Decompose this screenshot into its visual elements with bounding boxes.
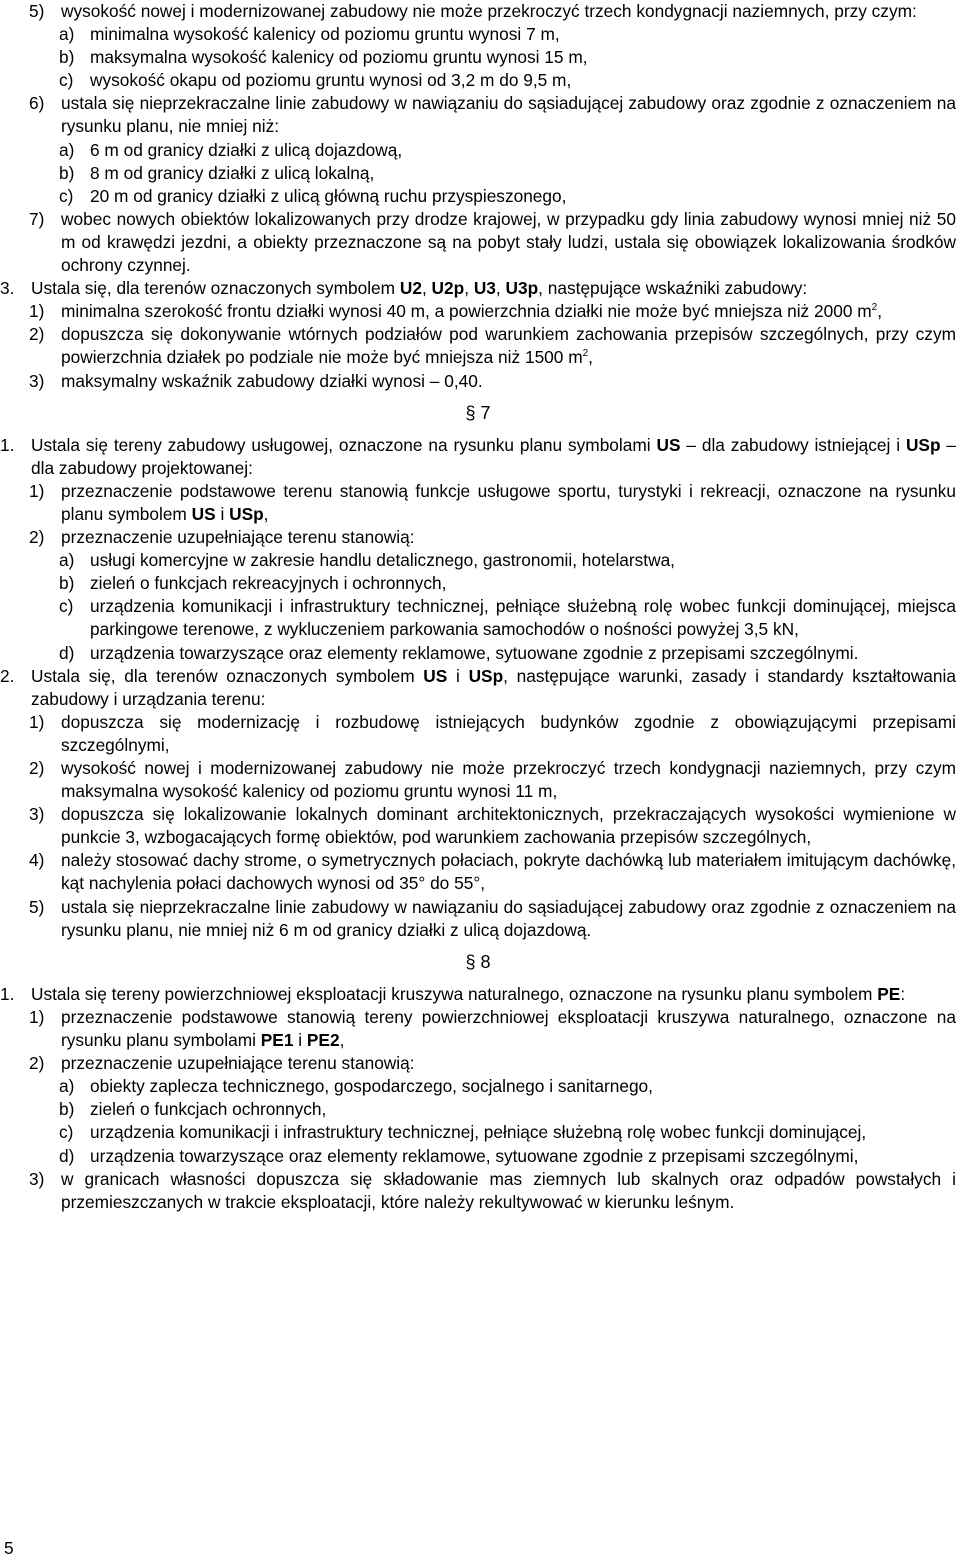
item-number: a)	[59, 550, 75, 571]
item-number: c)	[59, 596, 74, 617]
list-item	[29, 1006, 956, 1052]
item-text: dopuszcza się lokalizowanie lokalnych dominant architektonicznych, przekraczających wysokości wymienione w punkcie 3, wzbogacających formę obiektów, pod warunkiem zachowania przepisów szczególnych,	[61, 804, 956, 848]
sub-list-item	[59, 595, 956, 641]
item-text: dopuszcza się dokonywanie wtórnych podziałów pod warunkiem zachowania przepisów szczególnych, przy czym powierzchnia działek po podziale nie może być mniejsza niż 1500 $m^2$,	[61, 324, 956, 368]
item-number: 4)	[29, 850, 45, 871]
item-text: dopuszcza się modernizację i rozbudowę istniejących budynków zgodnie z obowiązującymi przepisami szczególnymi,	[61, 711, 956, 755]
list-item	[29, 92, 956, 138]
item-text: przeznaczenie podstawowe stanowią tereny powierzchniowej eksploatacji kruszywa naturalnego, oznaczone na rysunku planu symbolami PE1 i PE2,	[61, 1006, 956, 1051]
item-text: przeznaczenie uzupełniające terenu stanowią:	[61, 1053, 415, 1074]
item-text: urządzenia towarzyszące oraz elementy reklamowe, sytuowane zgodnie z przepisami szczególnymi.	[90, 642, 859, 663]
item-number: 1)	[29, 711, 45, 732]
sub-list-item	[59, 69, 956, 92]
item-number: c)	[59, 70, 74, 91]
list-item	[29, 1168, 956, 1214]
item-text: maksymalny wskaźnik zabudowy działki wynosi – 0,40.	[61, 370, 483, 391]
sub-list-item	[59, 185, 956, 208]
item-text: Ustala się tereny powierzchniowej eksploatacji kruszywa naturalnego, oznaczone na rysunku planu symbolem PE:	[31, 983, 906, 1004]
item-text: Ustala się tereny zabudowy usługowej, oznaczone na rysunku planu symbolami US – dla zabudowy istniejącej i USp – dla zabudowy projektowanej:	[31, 434, 956, 478]
item-text: 6 m od granicy działki z ulicą dojazdową,	[90, 139, 403, 160]
item-number: b)	[59, 162, 75, 183]
section-heading: § 8	[465, 951, 491, 972]
item-number: 3)	[29, 370, 45, 391]
list-item	[29, 896, 956, 942]
page-number: 5	[4, 1538, 14, 1558]
item-number: 3)	[29, 804, 45, 825]
sub-list-item	[59, 642, 956, 665]
item-text: usługi komercyjne w zakresie handlu detalicznego, gastronomii, hotelarstwa,	[90, 550, 675, 571]
item-text: obiekty zaplecza technicznego, gospodarczego, socjalnego i sanitarnego,	[90, 1076, 653, 1097]
item-text: wysokość nowej i modernizowanej zabudowy nie może przekroczyć trzech kondygnacji naziemnych, przy czym maksymalna wysokość kalenicy od poziomu gruntu wynosi 11 m,	[61, 758, 956, 802]
sub-list-item	[59, 1075, 956, 1098]
paragraph	[0, 665, 956, 711]
item-number: b)	[59, 1099, 75, 1120]
item-number: 1)	[29, 480, 45, 501]
item-text: wysokość nowej i modernizowanej zabudowy nie może przekroczyć trzech kondygnacji naziemnych, przy czym:	[61, 1, 917, 21]
item-number: 1)	[29, 301, 45, 322]
item-text: minimalna szerokość frontu działki wynosi 40 m, a powierzchnia działki nie może być mniejsza niż 2000 $m^2$,	[61, 301, 883, 322]
list-item	[29, 1052, 956, 1075]
item-number: 3.	[0, 278, 15, 299]
item-text: Ustala się, dla terenów oznaczonych symbolem U2, U2p, U3, U3p, następujące wskaźniki zabudowy:	[31, 278, 808, 299]
sub-list-item	[59, 139, 956, 162]
item-number: b)	[59, 573, 75, 594]
item-number: 1.	[0, 983, 15, 1004]
item-number: 5)	[29, 896, 45, 917]
item-text: Ustala się, dla terenów oznaczonych symbolem US i USp, następujące warunki, zasady i standardy kształtowania zabudowy i urządzania terenu:	[31, 665, 956, 709]
item-text: wobec nowych obiektów lokalizowanych przy drodze krajowej, w przypadku gdy linia zabudowy wynosi mniej niż 50 m od krawędzi jezdni, a obiekty przeznaczone są na pobyt stały ludzi, ustala się obowiązek lokalizowania środków ochrony czynnej.	[61, 208, 956, 276]
list-item	[29, 757, 956, 803]
item-number: 2.	[0, 665, 15, 686]
list-item	[29, 370, 956, 393]
sub-list-item	[59, 23, 956, 46]
item-number: 2)	[29, 527, 45, 548]
list-item	[29, 323, 956, 369]
list-item	[29, 849, 956, 895]
item-text: urządzenia towarzyszące oraz elementy reklamowe, sytuowane zgodnie z przepisami szczególnymi,	[90, 1145, 859, 1166]
item-number: c)	[59, 1122, 74, 1143]
paragraph	[0, 983, 956, 1006]
item-number: b)	[59, 47, 75, 68]
list-item	[29, 803, 956, 849]
item-number: a)	[59, 1076, 75, 1097]
item-text: wysokość okapu od poziomu gruntu wynosi od 3,2 m do 9,5 m,	[90, 70, 572, 91]
item-text: 8 m od granicy działki z ulicą lokalną,	[90, 162, 375, 183]
sub-list-item	[59, 572, 956, 595]
item-number: a)	[59, 24, 75, 45]
item-number: 1.	[0, 434, 15, 455]
sub-list-item	[59, 1098, 956, 1121]
item-text: przeznaczenie uzupełniające terenu stanowią:	[61, 527, 415, 548]
list-item	[29, 0, 956, 23]
paragraph	[0, 277, 956, 300]
item-number: 3)	[29, 1168, 45, 1189]
item-text: zieleń o funkcjach ochronnych,	[90, 1099, 327, 1120]
item-number: c)	[59, 185, 74, 206]
sub-list-item	[59, 549, 956, 572]
item-number: 6)	[29, 93, 45, 114]
item-number: 2)	[29, 758, 45, 778]
list-item	[29, 480, 956, 526]
section-heading: § 7	[465, 402, 491, 423]
list-item	[29, 300, 956, 323]
sub-list-item	[59, 46, 956, 69]
item-number: 2)	[29, 1053, 45, 1074]
item-number: a)	[59, 139, 75, 160]
item-number: 1)	[29, 1006, 45, 1027]
item-number: 2)	[29, 324, 45, 345]
sub-list-item	[59, 1121, 956, 1144]
item-number: 7)	[29, 208, 45, 229]
list-item	[29, 208, 956, 277]
item-text: w granicach własności dopuszcza się składowanie mas ziemnych lub skalnych oraz odpadów powstałych i przemieszczanych w trakcie eksploatacji, które należy rekultywować w kierunku leśnym.	[61, 1168, 956, 1212]
item-text: minimalna wysokość kalenicy od poziomu gruntu wynosi 7 m,	[90, 24, 560, 45]
item-text: urządzenia komunikacji i infrastruktury technicznej, pełniące służebną rolę wobec funkcji dominującej, miejsca parkingowe terenowe, z wykluczeniem parkowania samochodów o nośności powyżej 3,5 kN,	[90, 596, 956, 640]
item-text: 20 m od granicy działki z ulicą główną ruchu przyspieszonego,	[90, 185, 567, 206]
item-text: ustala się nieprzekraczalne linie zabudowy w nawiązaniu do sąsiadującej zabudowy oraz zgodnie z oznaczeniem na rysunku planu, nie mniej niż:	[61, 93, 956, 137]
item-number: d)	[59, 1145, 75, 1166]
sub-list-item	[59, 162, 956, 185]
item-text: przeznaczenie podstawowe terenu stanowią funkcje usługowe sportu, turystyki i rekreacji, oznaczone na rysunku planu symbolem US i USp,	[61, 480, 956, 524]
list-item	[29, 711, 956, 757]
item-text: zieleń o funkcjach rekreacyjnych i ochronnych,	[90, 573, 447, 594]
item-number: d)	[59, 642, 75, 663]
item-text: urządzenia komunikacji i infrastruktury technicznej, pełniące służebną rolę wobec funkcji dominującej,	[90, 1122, 867, 1143]
sub-list-item	[59, 1145, 956, 1168]
item-number: 5)	[29, 1, 45, 21]
item-text: ustala się nieprzekraczalne linie zabudowy w nawiązaniu do sąsiadującej zabudowy oraz zgodnie z oznaczeniem na rysunku planu, nie mniej niż 6 m od granicy działki z ulicą dojazdową.	[61, 896, 956, 940]
paragraph	[0, 434, 956, 480]
list-item	[29, 526, 956, 549]
item-text: maksymalna wysokość kalenicy od poziomu gruntu wynosi 15 m,	[90, 47, 588, 68]
item-text: należy stosować dachy strome, o symetrycznych połaciach, pokryte dachówką lub materiałem imitującym dachówkę, kąt nachylenia połaci dachowych wynosi od 35° do 55°,	[61, 850, 956, 894]
